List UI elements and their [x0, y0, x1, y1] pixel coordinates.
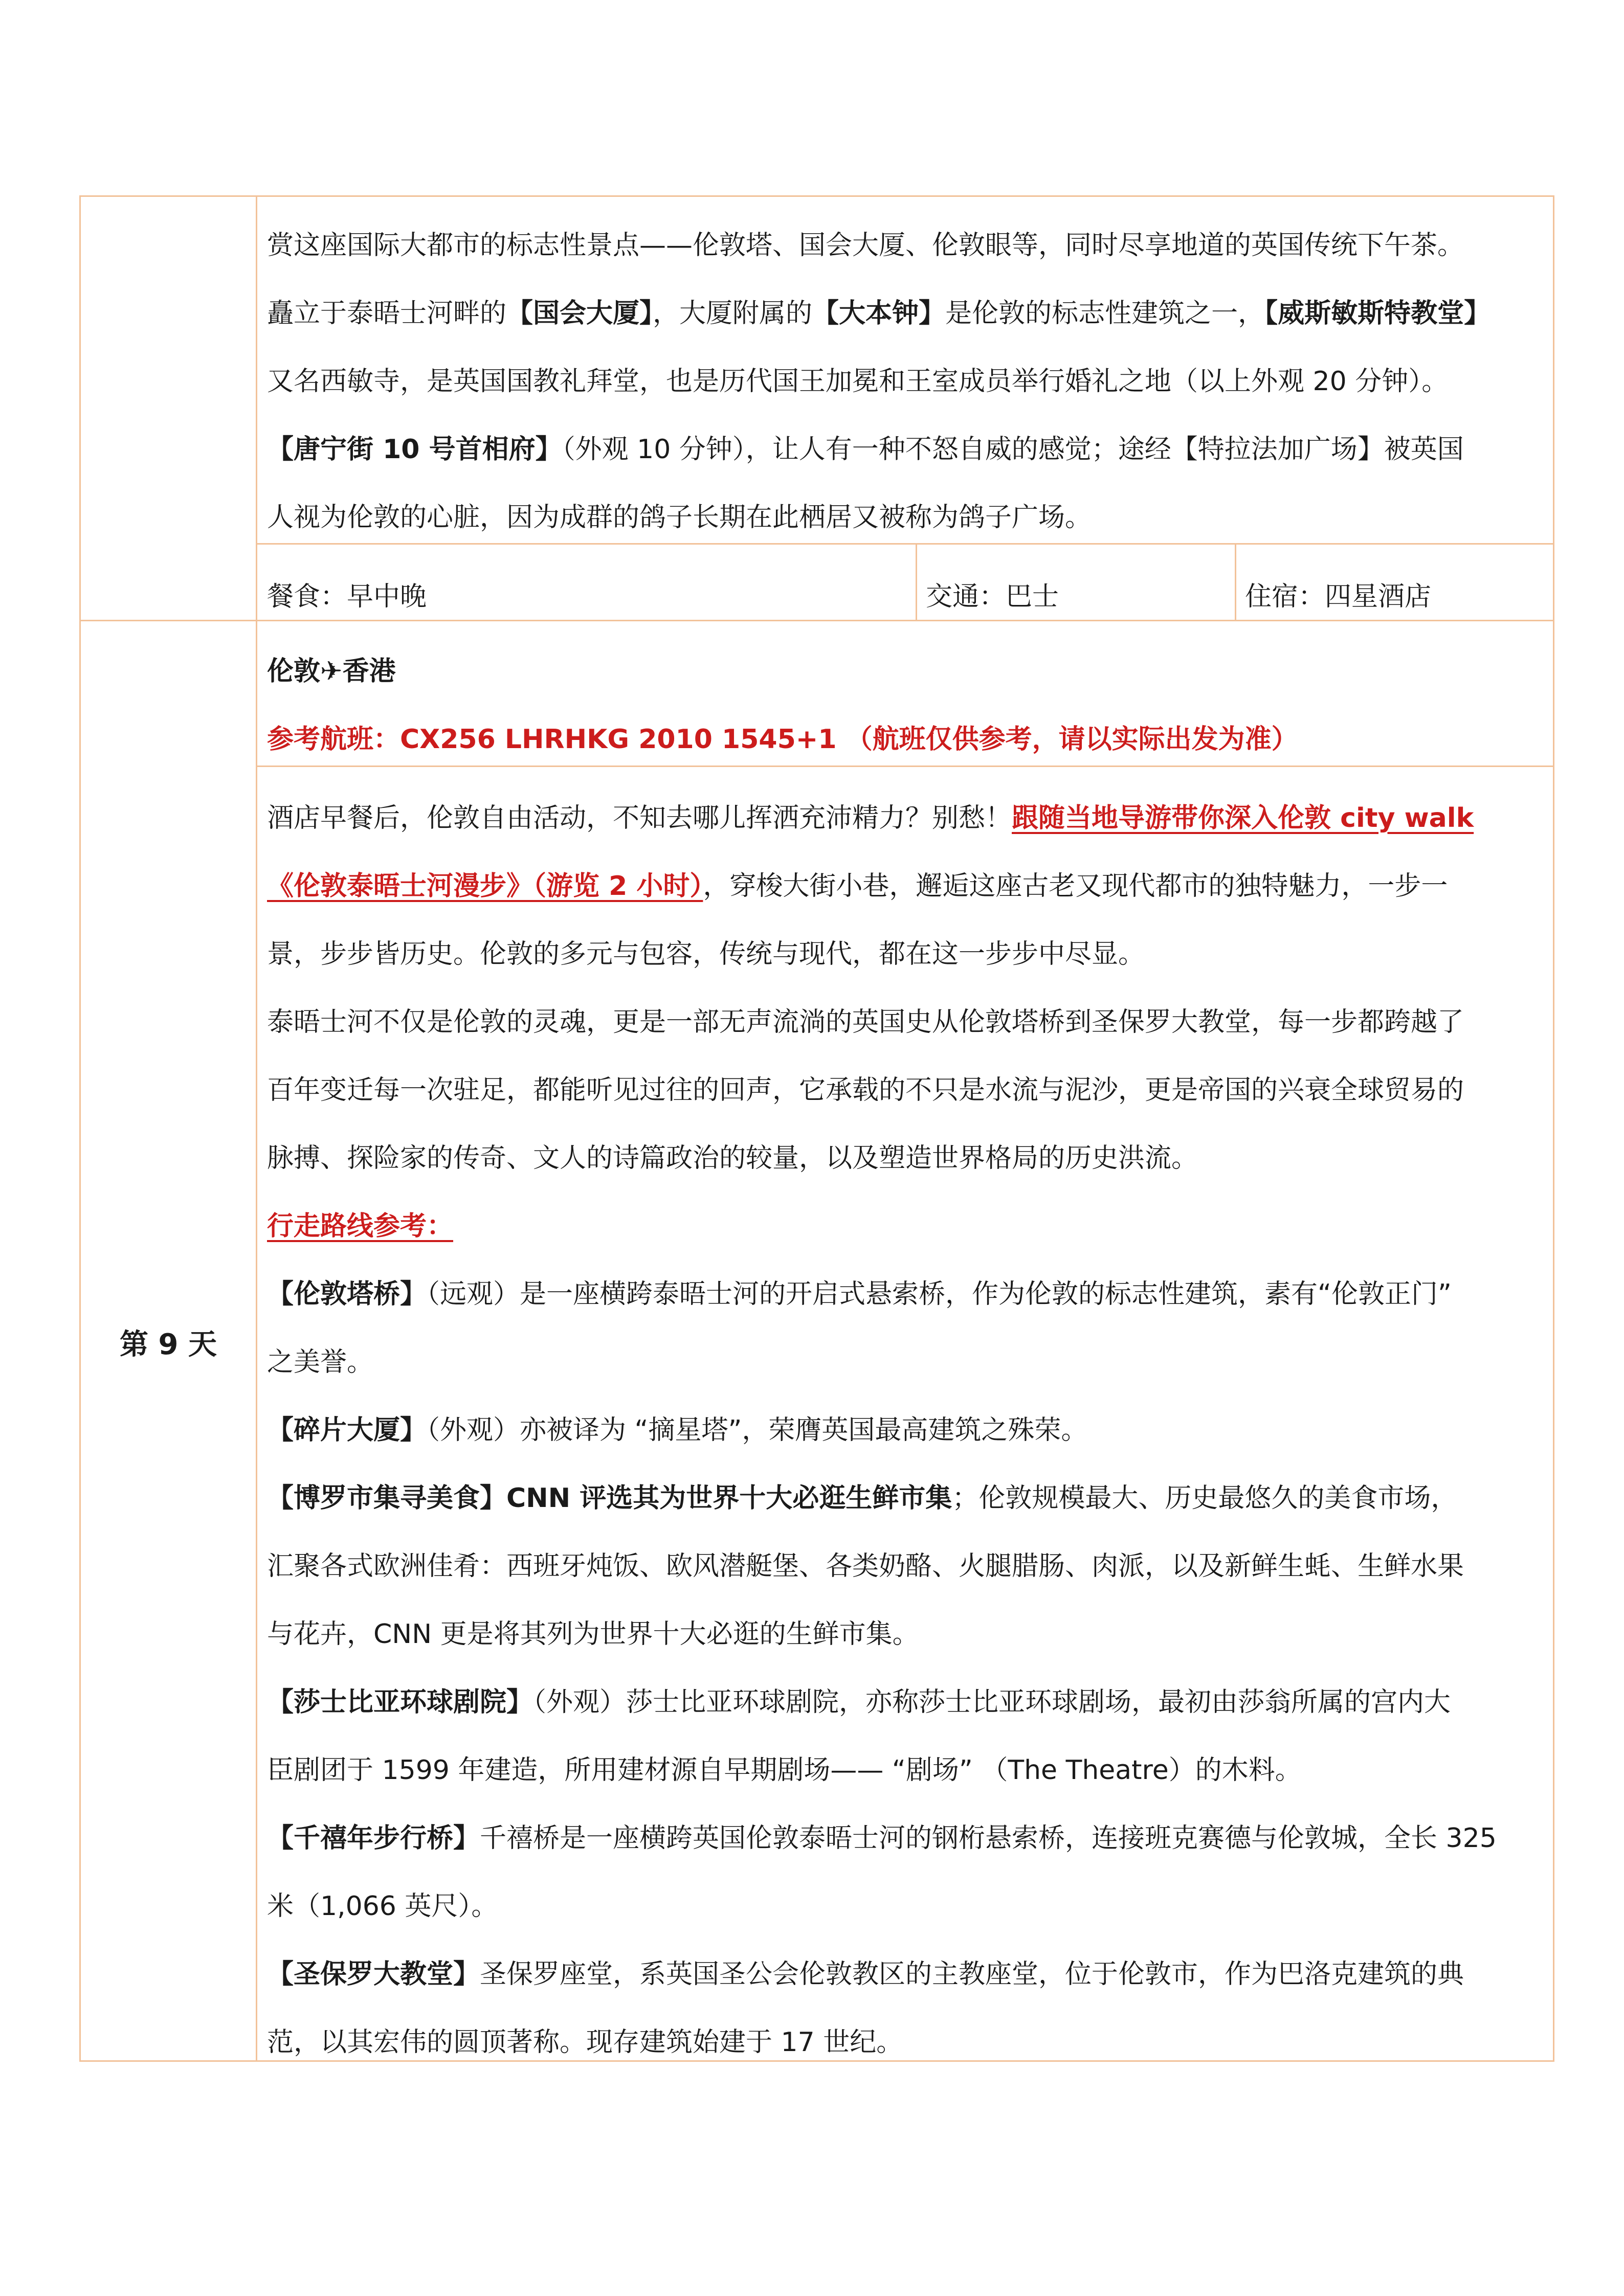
- sight-tower-bridge-cont: 之美誉。: [267, 1347, 374, 1378]
- day9-p1-line-3: 景，步步皆历史。伦敦的多元与包容，传统与现代，都在这一步步中尽显。: [267, 939, 1145, 970]
- day9-p2-line-3: 脉搏、探险家的传奇、文人的诗篇政治的较量，以及塑造世界格局的历史洪流。: [267, 1143, 1198, 1174]
- sight-st-pauls-line-2: 范，以其宏伟的圆顶著称。现存建筑始建于 17 世纪。: [267, 2027, 903, 2058]
- meals-cell: 餐食：早中晚: [267, 581, 427, 612]
- day9-p1-line-2: 《伦敦泰晤士河漫步》（游览 2 小时），穿梭大街小巷，邂逅这座古老又现代都市的独特魅力，一步一: [267, 871, 1448, 902]
- day8-line-2: 矗立于泰晤士河畔的【国会大厦】，大厦附属的【大本钟】是伦敦的标志性建筑之一，【威斯敏斯特教堂】: [267, 298, 1491, 329]
- sight-borough-market-line-2: 汇聚各式欧洲佳肴：西班牙炖饭、欧风潜艇堡、各类奶酪、火腿腊肠、肉派，以及新鲜生蚝、生鲜水果: [267, 1551, 1464, 1582]
- day8-line-5: 人视为伦敦的心脏，因为成群的鸽子长期在此栖居又被称为鸽子广场。: [267, 502, 1092, 533]
- meal-transport-divider: [916, 543, 917, 620]
- day9-p1-line-1: 酒店早餐后，伦敦自由活动，不知去哪儿挥洒充沛精力？别愁！跟随当地导游带你深入伦敦 city walk: [267, 803, 1474, 834]
- day8-line-4: 【唐宁街 10 号首相府】（外观 10 分钟），让人有一种不怒自威的感觉；途经【特拉法加广场】被英国: [267, 434, 1464, 465]
- transport-hotel-divider: [1235, 543, 1236, 620]
- day-9-label: 第 9 天: [120, 1328, 217, 1361]
- day9-p2-line-1: 泰晤士河不仅是伦敦的灵魂，更是一部无声流淌的英国史从伦敦塔桥到圣保罗大教堂，每一步都跨越了: [267, 1007, 1464, 1038]
- day8-bottom-border: [79, 620, 1554, 621]
- sight-globe-theatre: 【莎士比亚环球剧院】（外观）莎士比亚环球剧院，亦称莎士比亚环球剧场，最初由莎翁所属的宫内大: [267, 1687, 1451, 1718]
- day8-line-3: 又名西敏寺，是英国国教礼拜堂，也是历代国王加冕和王室成员举行婚礼之地（以上外观 20 分钟）。: [267, 366, 1449, 397]
- hotel-cell: 住宿：四星酒店: [1245, 581, 1432, 612]
- sight-globe-theatre-line-2: 臣剧团于 1599 年建造，所用建材源自早期剧场—— “剧场” （The Theatre）的木料。: [267, 1755, 1302, 1786]
- transport-cell: 交通：巴士: [926, 581, 1059, 612]
- thames-walk-highlight: 《伦敦泰晤士河漫步》（游览 2 小时）: [267, 871, 703, 902]
- day9-p2-line-2: 百年变迁每一次驻足，都能听见过往的回声，它承载的不只是水流与泥沙，更是帝国的兴衰全球贸易的: [267, 1075, 1464, 1106]
- sight-tower-bridge: 【伦敦塔桥】（远观）是一座横跨泰晤士河的开启式悬索桥，作为伦敦的标志性建筑，素有“伦敦正门”: [267, 1279, 1452, 1310]
- day8-line-1: 赏这座国际大都市的标志性景点——伦敦塔、国会大厦、伦敦眼等，同时尽享地道的英国传统下午茶。: [267, 230, 1464, 261]
- city-walk-highlight: 跟随当地导游带你深入伦敦 city walk: [1012, 803, 1474, 834]
- sight-millennium-bridge: 【千禧年步行桥】千禧桥是一座横跨英国伦敦泰晤士河的钢桁悬索桥，连接班克赛德与伦敦城，全长 325: [267, 1823, 1497, 1854]
- sight-shard: 【碎片大厦】（外观）亦被译为 “摘星塔”，荣膺英国最高建筑之殊荣。: [267, 1415, 1088, 1446]
- sight-st-pauls: 【圣保罗大教堂】圣保罗座堂，系英国圣公会伦敦教区的主教座堂，位于伦敦市，作为巴洛克建筑的典: [267, 1959, 1464, 1990]
- table-label-column-border: [256, 195, 257, 2062]
- sight-borough-market-line-3: 与花卉，CNN 更是将其列为世界十大必逛的生鲜市集。: [267, 1619, 919, 1650]
- sight-borough-market: 【博罗市集寻美食】CNN 评选其为世界十大必逛生鲜市集；伦敦规模最大、历史最悠久的美食市场，: [267, 1483, 1458, 1514]
- table-left-border: [79, 195, 81, 2062]
- day9-flight-info: 参考航班：CX256 LHRHKG 2010 1545+1 （航班仅供参考，请以实际出发为准）: [267, 724, 1298, 755]
- table-top-border: [79, 195, 1554, 197]
- route-reference-title: 行走路线参考：: [267, 1211, 454, 1242]
- sight-millennium-bridge-line-2: 米（1,066 英尺）。: [267, 1891, 498, 1922]
- day9-route: 伦敦✈香港: [267, 656, 396, 687]
